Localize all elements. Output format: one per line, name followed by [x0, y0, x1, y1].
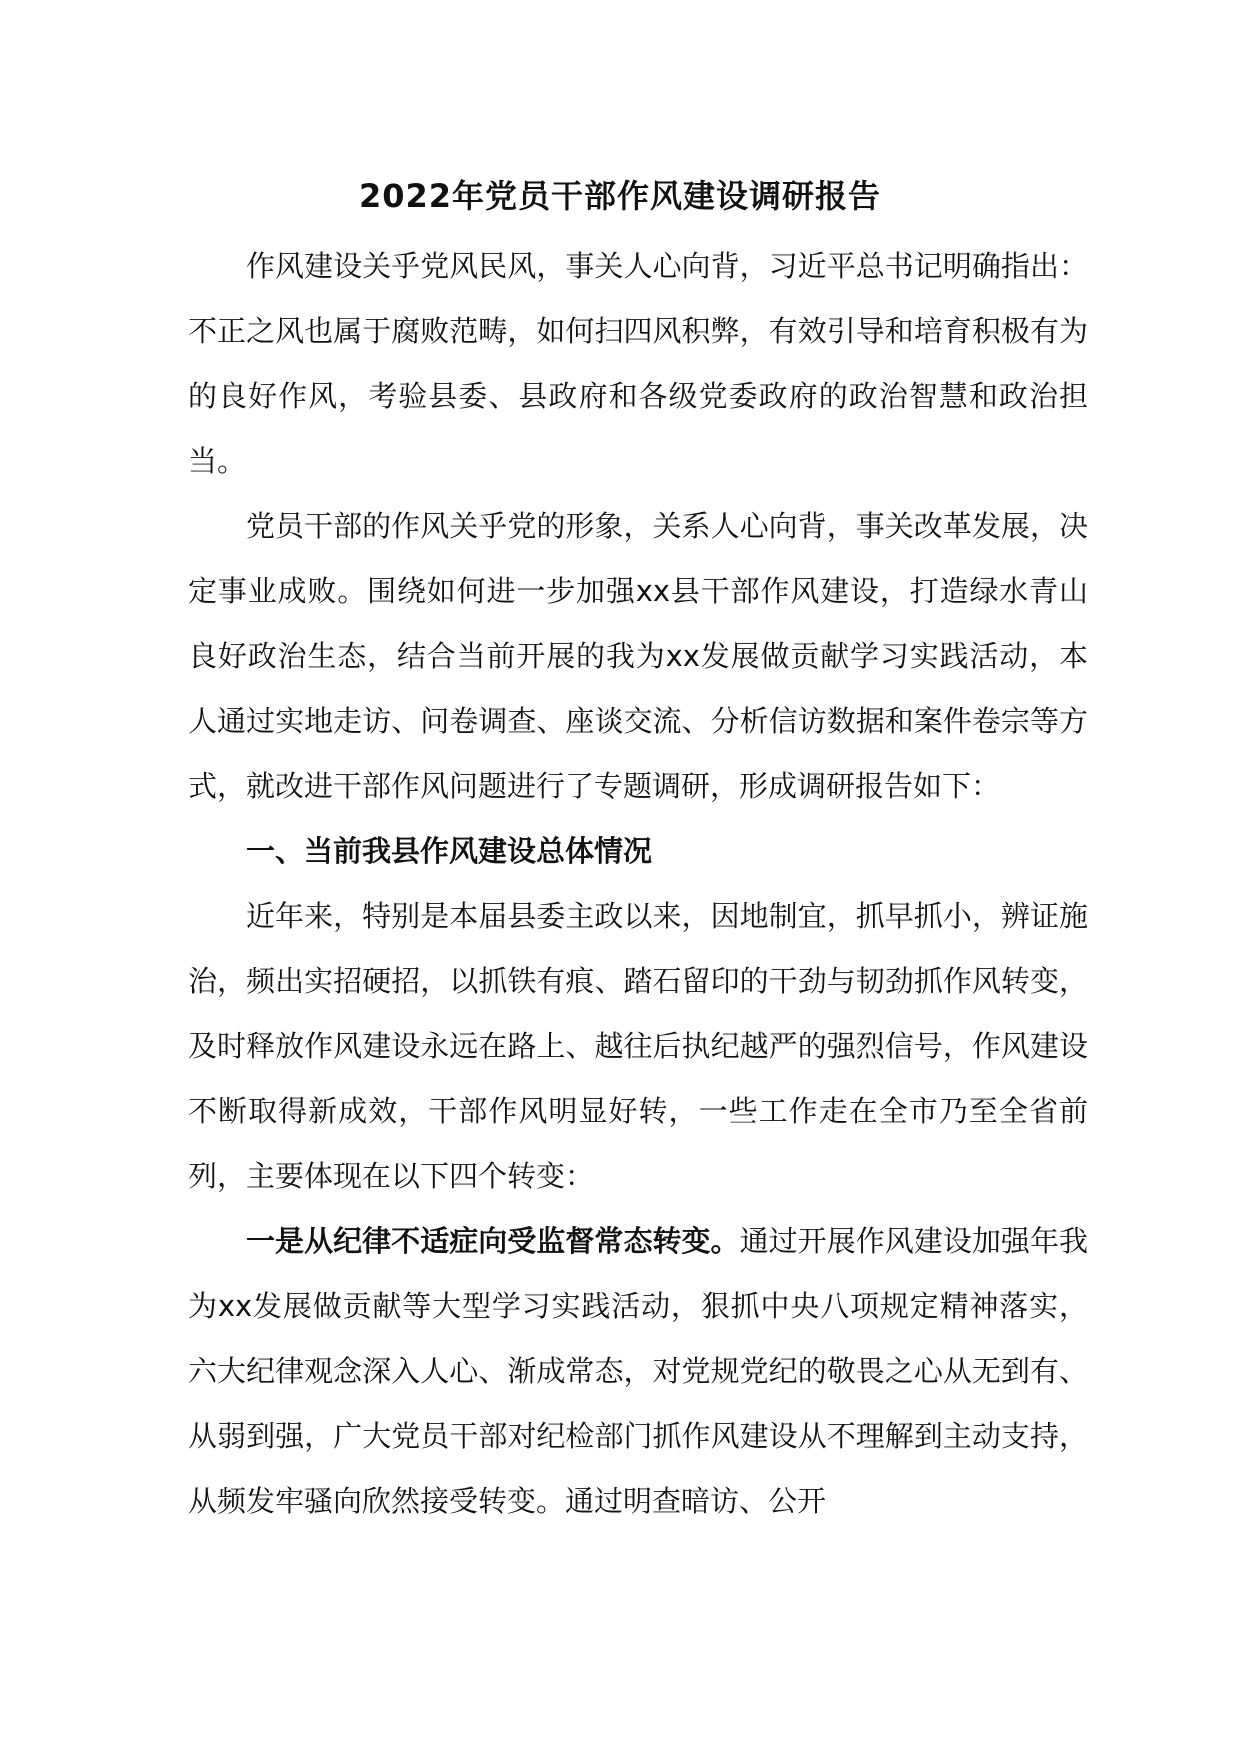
- section-heading: 一、当前我县作风建设总体情况: [246, 834, 653, 868]
- point-1-paragraph: [188, 1209, 1088, 1534]
- intro-paragraph-2: 党员干部的作风关乎党的形象，关系人心向背，事关改革发展，决定事业成败。围绕如何进一步加强xx县干部作风建设，打造绿水青山良好政治生态，结合当前开展的我为xx发展做贡献学习实践活动，本人通过实地走访、问卷调查、座谈交流、分析信访数据和案件卷宗等方式，就改进干部作风问题进行了专题调研，形成调研报告如下：: [188, 509, 1088, 803]
- document-body: [188, 234, 1088, 1534]
- section-paragraph: 近年来，特别是本届县委主政以来，因地制宜，抓早抓小，辨证施治，频出实招硬招，以抓铁有痕、踏石留印的干劲与韧劲抓作风转变，及时释放作风建设永远在路上、越往后执纪越严的强烈信号，作风建设不断取得新成效，干部作风明显好转，一些工作走在全市乃至全省前列，主要体现在以下四个转变：: [188, 899, 1088, 1193]
- intro-paragraph-1: 作风建设关乎党风民风，事关人心向背，习近平总书记明确指出：不正之风也属于腐败范畴，如何扫四风积弊，有效引导和培育积极有为的良好作风，考验县委、县政府和各级党委政府的政治智慧和政治担当。: [188, 249, 1088, 478]
- document-title: 2022年党员干部作风建设调研报告: [358, 177, 882, 215]
- point-1-text: 通过开展作风建设加强年我为xx发展做贡献等大型学习实践活动，狠抓中央八项规定精神落实，六大纪律观念深入人心、渐成常态，对党规党纪的敬畏之心从无到有、从弱到强，广大党员干部对纪检部门抓作风建设从不理解到主动支持，从频发牢骚向欣然接受转变。通过明查暗访、公开: [188, 1224, 1088, 1518]
- point-1-lead: 一是从纪律不适症向受监督常态转变。: [246, 1224, 740, 1258]
